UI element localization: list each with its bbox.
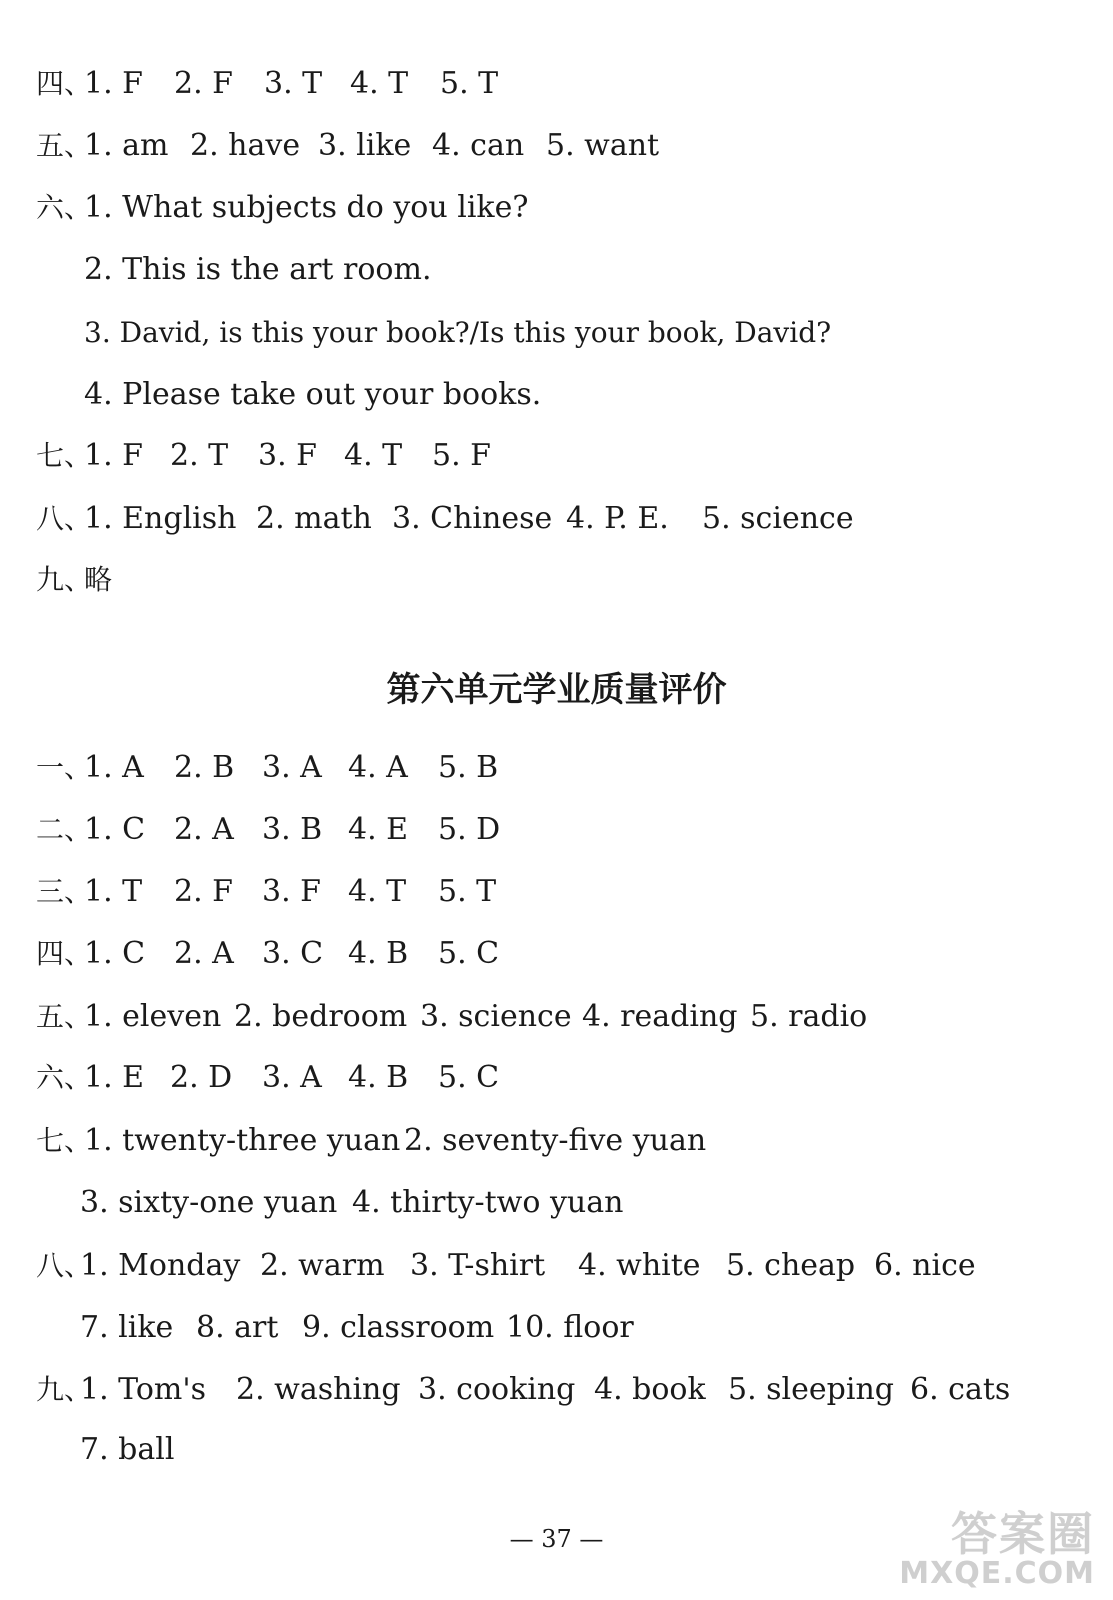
- answer-item: 5. C: [438, 1060, 500, 1095]
- answer-item: 5. C: [438, 936, 500, 971]
- answer-item: 2. washing: [236, 1372, 401, 1407]
- answer-item: 2. seventy-five yuan: [404, 1123, 707, 1158]
- answer-item: 10. floor: [506, 1310, 634, 1345]
- section-label: 七、: [36, 439, 93, 472]
- answer-item: 5. sleeping: [728, 1372, 894, 1407]
- answer-item: 1. F: [84, 66, 143, 101]
- answer-item: 3. David, is this your book?/Is this your book, David?: [84, 316, 832, 349]
- section-label: 八、: [36, 1249, 93, 1282]
- answer-item: 3. cooking: [418, 1372, 576, 1407]
- answer-item: 3. A: [262, 750, 322, 785]
- answer-item: 4. can: [432, 128, 525, 163]
- answer-item: 1. A: [84, 750, 144, 785]
- answer-item: 2. F: [174, 874, 233, 909]
- answer-item: 1. E: [84, 1060, 145, 1095]
- answer-item: 4. T: [344, 438, 403, 473]
- section-label: 四、: [36, 937, 93, 970]
- answer-item: 5. D: [438, 812, 501, 847]
- answer-item: 4. white: [578, 1248, 701, 1283]
- answer-item: 5. T: [438, 874, 497, 909]
- section-label: 三、: [36, 875, 93, 908]
- answer-item: 4. book: [594, 1372, 706, 1407]
- section-label: 二、: [36, 813, 93, 846]
- answer-item: 6. cats: [910, 1372, 1011, 1407]
- answer-item: 4. T: [350, 66, 409, 101]
- answer-item: 2. B: [174, 750, 235, 785]
- answer-item: 3. sixty-one yuan: [80, 1185, 338, 1220]
- answer-item: 2. T: [170, 438, 229, 473]
- answer-item: 1. What subjects do you like?: [84, 190, 529, 225]
- answer-item: 2. This is the art room.: [84, 252, 432, 287]
- answer-item: 1. C: [84, 936, 146, 971]
- answer-item: 1. C: [84, 812, 146, 847]
- section-label: 九、: [36, 1373, 93, 1406]
- answer-item: 4. thirty-two yuan: [352, 1185, 624, 1220]
- answer-item: 2. bedroom: [234, 999, 408, 1034]
- section-label: 九、: [36, 563, 93, 596]
- answer-item: 2. warm: [260, 1248, 385, 1283]
- watermark-url: MXQE.COM: [899, 1556, 1095, 1591]
- section-label: 四、: [36, 67, 93, 100]
- answer-item: 1. F: [84, 438, 143, 473]
- answer-item: 3. F: [262, 874, 321, 909]
- answer-item: 8. art: [196, 1310, 279, 1345]
- answer-item: 7. like: [80, 1310, 174, 1345]
- answer-item: 7. ball: [80, 1432, 175, 1467]
- answer-item: 5. T: [440, 66, 499, 101]
- section-label: 六、: [36, 1061, 93, 1094]
- answer-item: 3. A: [262, 1060, 322, 1095]
- section-label: 五、: [36, 1000, 93, 1033]
- answer-item: 4. P. E.: [566, 501, 669, 536]
- answer-item: 5. science: [702, 501, 854, 536]
- answer-item: 4. A: [348, 750, 408, 785]
- section-label: 七、: [36, 1124, 93, 1157]
- answer-item: 1. English: [84, 501, 237, 536]
- answer-item: 1. eleven: [84, 999, 222, 1034]
- answer-item: 1. T: [84, 874, 143, 909]
- answer-item: 2. F: [174, 66, 233, 101]
- answer-item: 3. T-shirt: [410, 1248, 546, 1283]
- answer-item: 4. E: [348, 812, 409, 847]
- answer-item: 9. classroom: [302, 1310, 495, 1345]
- answer-item: 3. like: [318, 128, 412, 163]
- answer-item: 2. math: [256, 501, 372, 536]
- watermark-logo: [899, 1507, 1095, 1591]
- section-label: 六、: [36, 191, 93, 224]
- answer-item: 3. science: [420, 999, 572, 1034]
- answer-item: 5. radio: [750, 999, 868, 1034]
- answer-item: 2. have: [190, 128, 301, 163]
- watermark-text: 答案圈: [951, 1507, 1095, 1561]
- answer-item: 4. T: [348, 874, 407, 909]
- answer-item: 略: [84, 563, 113, 596]
- answer-item: 5. B: [438, 750, 499, 785]
- answer-item: 4. Please take out your books.: [84, 377, 542, 412]
- page-number: — 37 —: [509, 1525, 604, 1553]
- section-label: 一、: [36, 751, 93, 784]
- answer-item: 3. B: [262, 812, 323, 847]
- answer-item: 3. F: [258, 438, 317, 473]
- answer-item: 2. A: [174, 812, 234, 847]
- answer-item: 4. reading: [582, 999, 738, 1034]
- answer-item: 5. cheap: [726, 1248, 856, 1283]
- answer-item: 2. D: [170, 1060, 233, 1095]
- answer-item: 4. B: [348, 936, 409, 971]
- answer-item: 6. nice: [874, 1248, 976, 1283]
- answer-item: 3. T: [264, 66, 323, 101]
- unit-title: 第六单元学业质量评价: [386, 670, 727, 710]
- answer-item: 1. am: [84, 128, 169, 163]
- section-label: 八、: [36, 502, 93, 535]
- section-label: 五、: [36, 129, 93, 162]
- answer-item: 1. twenty-three yuan: [84, 1123, 401, 1158]
- answer-item: 3. Chinese: [392, 501, 553, 536]
- answer-item: 1. Tom's: [80, 1372, 206, 1407]
- answer-item: 5. want: [546, 128, 660, 163]
- answer-item: 1. Monday: [80, 1248, 241, 1283]
- answer-item: 5. F: [432, 438, 491, 473]
- answer-item: 2. A: [174, 936, 234, 971]
- answer-item: 4. B: [348, 1060, 409, 1095]
- answer-item: 3. C: [262, 936, 324, 971]
